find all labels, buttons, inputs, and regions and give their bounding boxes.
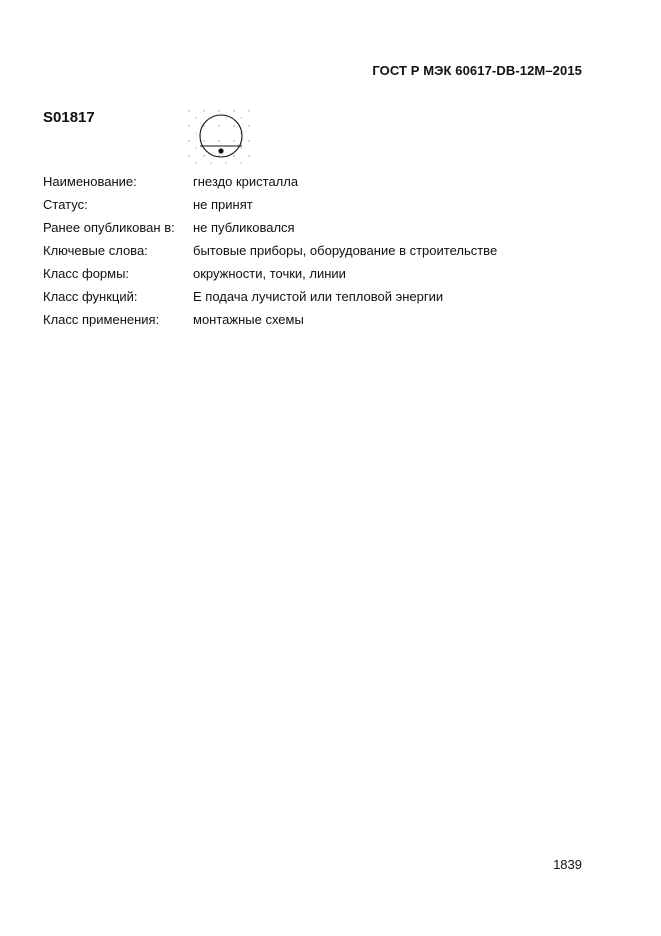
- property-row: [43, 289, 497, 312]
- property-value: не принят: [193, 197, 253, 212]
- property-value: окружности, точки, линии: [193, 266, 346, 281]
- property-value: монтажные схемы: [193, 312, 304, 327]
- grid-dots: [188, 110, 249, 163]
- property-row: [43, 243, 497, 266]
- crystal-socket-symbol-icon: [186, 108, 258, 166]
- property-label: Класс функций:: [43, 289, 138, 304]
- property-row: [43, 174, 497, 197]
- property-row: [43, 266, 497, 289]
- property-row: [43, 312, 497, 335]
- properties-table: [43, 174, 497, 335]
- property-value: бытовые приборы, оборудование в строительстве: [193, 243, 498, 258]
- property-value: гнездо кристалла: [193, 174, 299, 189]
- property-row: [43, 197, 497, 220]
- page-number: 1839: [553, 857, 582, 872]
- property-label: Статус:: [43, 197, 88, 212]
- document-header: ГОСТ Р МЭК 60617-DB-12M–2015: [372, 63, 582, 78]
- property-label: Класс применения:: [43, 312, 160, 327]
- property-value: не публиковался: [193, 220, 295, 235]
- symbol-code: S01817: [43, 109, 95, 126]
- property-label: Ранее опубликован в:: [43, 220, 175, 235]
- property-label: Наименование:: [43, 174, 137, 189]
- property-value: Е подача лучистой или тепловой энергии: [193, 289, 444, 304]
- property-label: Класс формы:: [43, 266, 130, 281]
- property-row: [43, 220, 497, 243]
- property-label: Ключевые слова:: [43, 243, 148, 258]
